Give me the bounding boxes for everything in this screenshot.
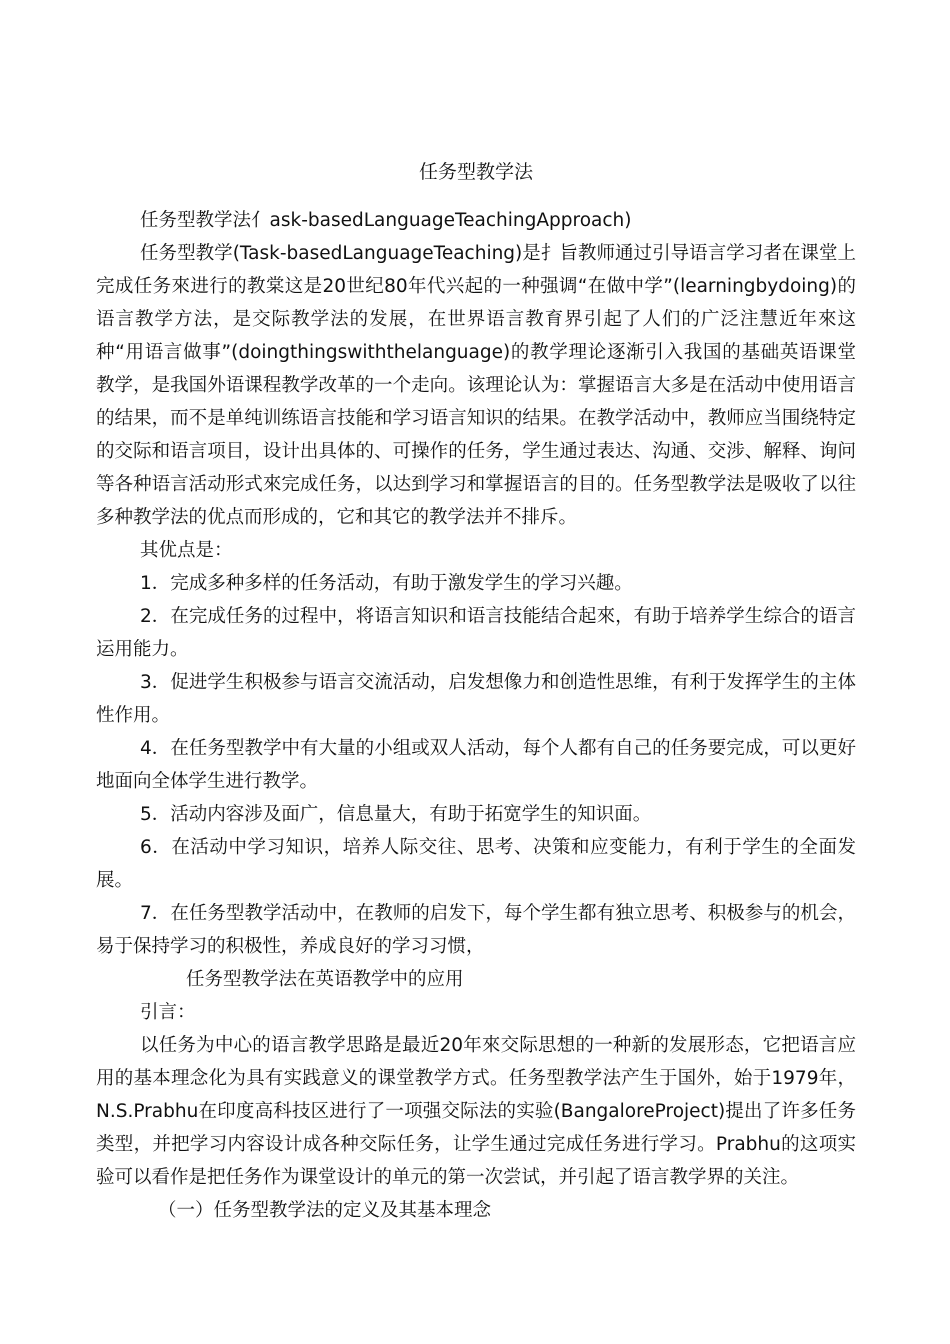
section-title: 任务型教学法在英语教学中的应用 [186, 969, 464, 990]
intro-paragraph: 任务型教学(Task-basedLanguageTeaching)是扌旨教师通过引导语言学习者在课堂上完成任务來进行的教棠这是20世纪80年代兴起的一种强调“在做中学”(learningbydoing)的语言教学方法，是交际教学法的发展，在世界语言教育界引起了人们的广泛注慧近年來这种“用语言做事”(doingthingswiththelanguage)的教学理论逐渐引入我国的基础英语课堂教学，是我国外语课程教学改革的一个走向。该理论认为：掌握语言大多是在活动中使用语言的结果，而不是单纯训练语言技能和学习语言知识的结果。在教学活动中，教师应当围绕特定的交际和语言项目，设计出具体的、可操作的任务，学生通过表达、沟通、交涉、解释、询问等各种语言活动形式來完成任务，以达到学习和掌握语言的目的。任务型教学法是吸收了以往多种教学法的优点而形成的，它和其它的教学法并不排斥。 [96, 243, 856, 528]
advantage-item-7: 7．在任务型教学活动中，在教师的启发下，每个学生都有独立思考、积极参与的机会，易于保持学习的积极性，养成良好的学习习惯， [96, 903, 856, 957]
subsection-heading: （一）任务型教学法的定义及其基本理念 [158, 1200, 492, 1221]
document-title: 任务型教学法 [418, 161, 533, 183]
advantage-item-6: 6．在活动中学习知识，培养人际交往、思考、决策和应变能力，有利于学生的全面发展。 [96, 837, 856, 891]
advantage-item-5: 5．活动内容涉及面广，信息量大，有助于拓宽学生的知识面。 [140, 804, 652, 825]
advantage-item-3: 3．促进学生积极参与语言交流活动，启发想像力和创造性思维，有利于发挥学生的主体性作用。 [96, 672, 856, 726]
advantage-item-2: 2．在完成任务的过程中，将语言知识和语言技能结合起來，有助于培养学生综合的语言运用能力。 [96, 606, 856, 660]
preface-paragraph: 以任务为中心的语言教学思路是最近20年來交际思想的一种新的发展形态，它把语言应用的基本理念化为具有实践意义的课堂教学方式。任务型教学法产生于国外，始于1979年，N.S.Prabhu在印度高科技区进行了一项强交际法的实验(BangaloreProject)提出了许多任务类型，并把学习内容设计成各种交际任务，让学生通过完成任务进行学习。Prabhu的这项实验可以看作是把任务作为课堂设计的单元的第一次尝试，并引起了语言教学界的关注。 [96, 1035, 856, 1188]
advantage-item-4: 4．在任务型教学中有大量的小组或双人活动，每个人都有自己的任务要完成，可以更好地面向全体学生进行教学。 [96, 738, 856, 792]
advantages-heading: 其优点是： [140, 540, 233, 561]
document-page [96, 150, 856, 1227]
advantage-item-1: 1．完成多种多样的任务活动，有助于激发学生的学习兴趣。 [140, 573, 633, 594]
document-subtitle: 任务型教学法亻ask-basedLanguageTeachingApproach) [140, 210, 632, 231]
preface-heading: 引言： [140, 1002, 196, 1023]
